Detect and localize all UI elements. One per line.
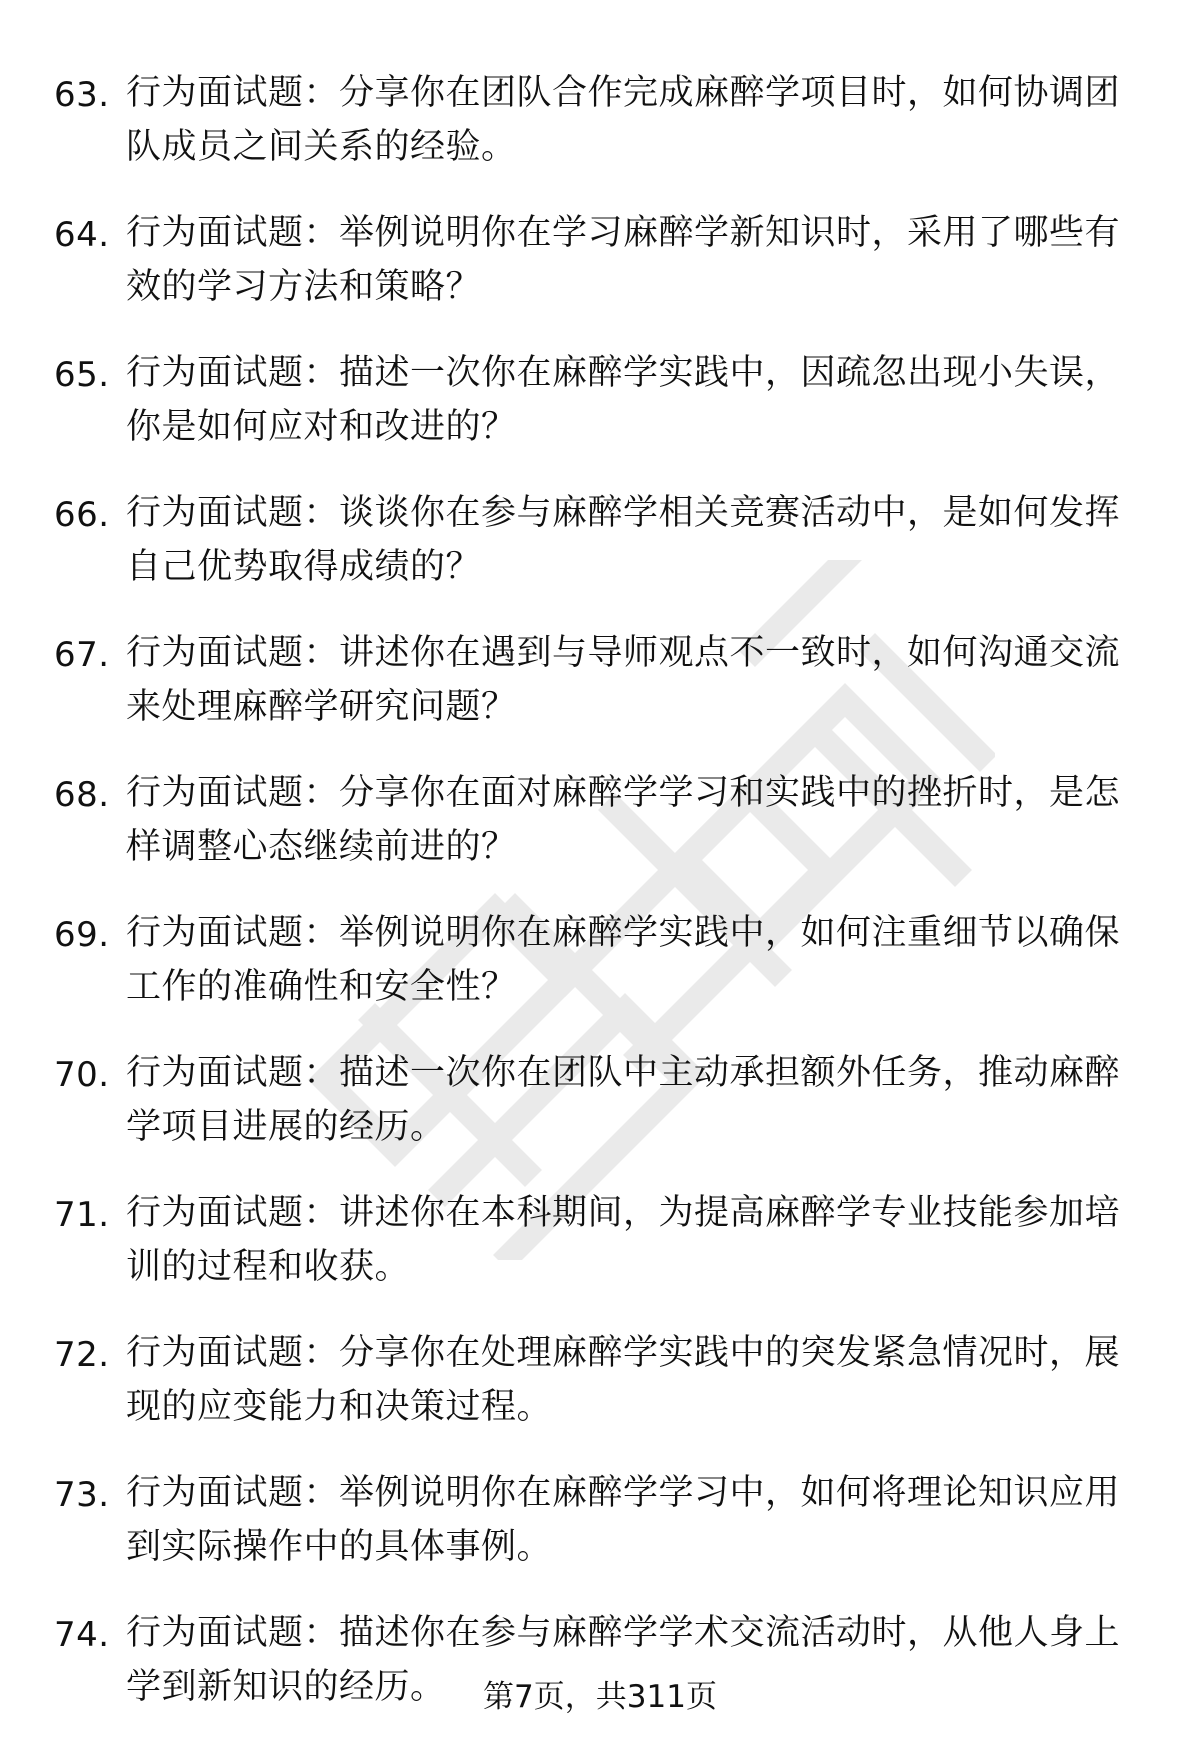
question-text: 行为面试题：举例说明你在麻醉学实践中，如何注重细节以确保工作的准确性和安全性？: [126, 913, 1121, 1007]
question-text: 行为面试题：分享你在团队合作完成麻醉学项目时，如何协调团队成员之间关系的经验。: [126, 73, 1121, 167]
question-number: 68.: [54, 775, 110, 815]
question-text: 行为面试题：分享你在处理麻醉学实践中的突发紧急情况时，展现的应变能力和决策过程。: [126, 1333, 1121, 1427]
question-number: 71.: [54, 1195, 110, 1235]
question-item-68: [54, 766, 1142, 906]
question-number: 69.: [54, 915, 110, 955]
question-text: 行为面试题：描述一次你在麻醉学实践中，因疏忽出现小失误，你是如何应对和改进的？: [126, 353, 1121, 447]
question-number: 70.: [54, 1055, 110, 1095]
question-number: 64.: [54, 215, 110, 255]
question-item-69: [54, 906, 1142, 1046]
question-number: 74.: [54, 1615, 110, 1655]
question-text: 行为面试题：讲述你在本科期间，为提高麻醉学专业技能参加培训的过程和收获。: [126, 1193, 1121, 1287]
question-text: 行为面试题：描述一次你在团队中主动承担额外任务，推动麻醉学项目进展的经历。: [126, 1053, 1121, 1147]
question-item-64: [54, 206, 1142, 346]
question-text: 行为面试题：讲述你在遇到与导师观点不一致时，如何沟通交流来处理麻醉学研究问题？: [126, 633, 1121, 727]
question-item-72: [54, 1326, 1142, 1466]
question-item-74: [54, 1606, 1142, 1746]
question-number: 66.: [54, 495, 110, 535]
question-item-65: [54, 346, 1142, 486]
question-item-70: [54, 1046, 1142, 1186]
question-text: 行为面试题：描述你在参与麻醉学学术交流活动时，从他人身上学到新知识的经历。: [126, 1613, 1121, 1707]
question-item-66: [54, 486, 1142, 626]
question-item-73: [54, 1466, 1142, 1606]
question-item-67: [54, 626, 1142, 766]
question-number: 73.: [54, 1475, 110, 1515]
question-number: 65.: [54, 355, 110, 395]
page-footer: 第7页，共311页: [483, 1679, 717, 1715]
question-number: 63.: [54, 75, 110, 115]
question-item-71: [54, 1186, 1142, 1326]
question-text: 行为面试题：分享你在面对麻醉学学习和实践中的挫折时，是怎样调整心态继续前进的？: [126, 773, 1121, 867]
question-text: 行为面试题：举例说明你在学习麻醉学新知识时，采用了哪些有效的学习方法和策略？: [126, 213, 1121, 307]
question-item-63: [54, 66, 1142, 206]
question-number: 72.: [54, 1335, 110, 1375]
question-text: 行为面试题：谈谈你在参与麻醉学相关竞赛活动中，是如何发挥自己优势取得成绩的？: [126, 493, 1121, 587]
question-number: 67.: [54, 635, 110, 675]
question-list: [54, 66, 1142, 1746]
question-text: 行为面试题：举例说明你在麻醉学学习中，如何将理论知识应用到实际操作中的具体事例。: [126, 1473, 1121, 1567]
